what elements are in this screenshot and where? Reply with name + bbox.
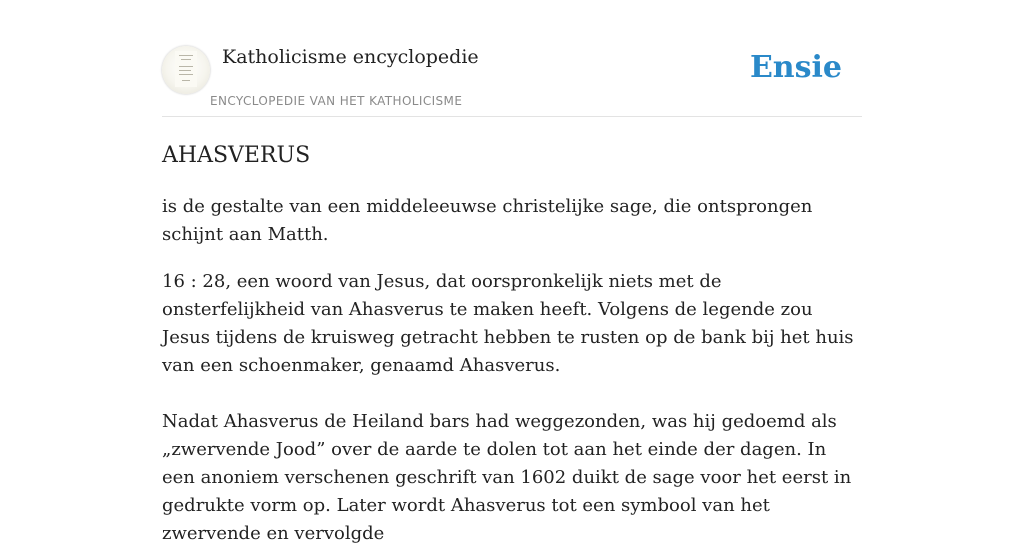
entry-paragraph: Nadat Ahasverus de Heiland bars had weggezonden, was hij gedoemd als „zwervende Jood” over de aarde te dolen tot aan het einde der dagen. In een anoniem verschenen geschrift van 1602 duikt de sage voor het eerst in gedrukte vorm op. Later wordt Ahasverus tot een symbool van het zwervende en vervolgde	[162, 411, 852, 544]
page-container	[162, 0, 862, 548]
entry-title: AHASVERUS	[162, 143, 311, 168]
site-subtitle: ENCYCLOPEDIE VAN HET KATHOLICISME	[210, 94, 463, 108]
entry-body	[162, 193, 862, 548]
book-page-graphic	[175, 51, 197, 87]
site-header	[162, 0, 862, 117]
ensie-brand-link[interactable]: Ensie	[749, 50, 842, 85]
entry-paragraph: is de gestalte van een middeleeuwse christelijke sage, die ontsprongen schijnt aan Matth.	[162, 196, 813, 245]
site-title-link[interactable]: Katholicisme encyclopedie	[222, 46, 479, 68]
encyclopedia-logo-icon[interactable]	[162, 46, 210, 94]
entry-paragraph: 16 : 28, een woord van Jesus, dat oorspronkelijk niets met de onsterfelijkheid van Ahasverus te maken heeft. Volgens de legende zou Jesus tijdens de kruisweg getracht hebben te rusten op de bank bij het huis van een schoenmaker, genaamd Ahasverus.	[162, 271, 854, 376]
